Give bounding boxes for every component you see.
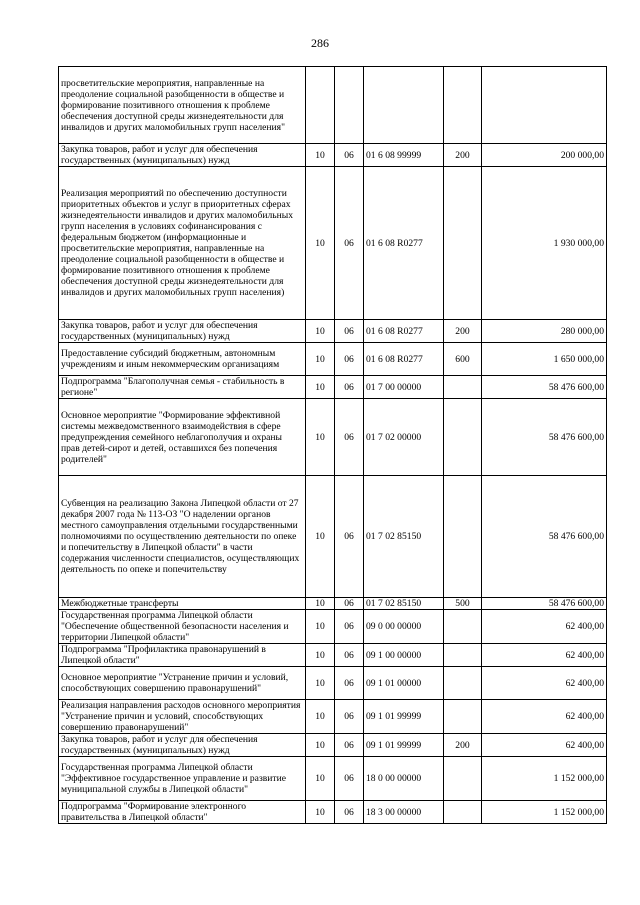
- target-article-code: 09 1 00 00000: [364, 644, 444, 667]
- expense-type-code: [444, 610, 482, 644]
- subsection-code: 06: [335, 598, 364, 610]
- expense-type-code: [444, 476, 482, 598]
- amount: [482, 67, 607, 144]
- target-article-code: 01 6 08 R0277: [364, 343, 444, 376]
- amount: 200 000,00: [482, 144, 607, 167]
- table-row: [59, 376, 607, 399]
- row-name: Основное мероприятие "Формирование эффективной системы межведомственного взаимодействия в сфере предупреждения семейного неблагополучия и охраны прав детей-сирот и детей, оставшихся без попечения родителей": [59, 399, 306, 476]
- expense-type-code: [444, 757, 482, 801]
- target-article-code: 18 3 00 00000: [364, 801, 444, 824]
- row-name: Предоставление субсидий бюджетным, автономным учреждениям и иным некоммерческим организациям: [59, 343, 306, 376]
- table-row: [59, 476, 607, 598]
- amount: 1 152 000,00: [482, 757, 607, 801]
- expense-type-code: [444, 700, 482, 734]
- table-row: [59, 67, 607, 144]
- subsection-code: 06: [335, 167, 364, 320]
- subsection-code: 06: [335, 144, 364, 167]
- table-row: [59, 399, 607, 476]
- row-name: Субвенция на реализацию Закона Липецкой области от 27 декабря 2007 года № 113-ОЗ "О наделении органов местного самоуправления отдельными государственными полномочиями по осуществлению деятельности по опеке и попечительству в Липецкой области" в части содержания численности специалистов, осуществляющих деятельность по опеке и попечительству: [59, 476, 306, 598]
- subsection-code: 06: [335, 320, 364, 343]
- row-name: Подпрограмма "Профилактика правонарушений в Липецкой области": [59, 644, 306, 667]
- table-row: [59, 343, 607, 376]
- subsection-code: 06: [335, 734, 364, 757]
- section-code: 10: [306, 700, 335, 734]
- target-article-code: 01 7 02 85150: [364, 476, 444, 598]
- expense-type-code: [444, 167, 482, 320]
- subsection-code: 06: [335, 343, 364, 376]
- table-row: [59, 734, 607, 757]
- amount: 62 400,00: [482, 734, 607, 757]
- row-name: просветительские мероприятия, направленные на преодоление социальной разобщенности в обществе и формирование позитивного отношения к проблеме обеспечения доступной среды жизнедеятельности для инвалидов и других маломобильных групп населения": [59, 67, 306, 144]
- table-row: [59, 610, 607, 644]
- table-row: [59, 167, 607, 320]
- target-article-code: 01 6 08 99999: [364, 144, 444, 167]
- row-name: Межбюджетные трансферты: [59, 598, 306, 610]
- section-code: 10: [306, 610, 335, 644]
- row-name: Подпрограмма "Формирование электронного правительства в Липецкой области": [59, 801, 306, 824]
- amount: 62 400,00: [482, 667, 607, 700]
- expense-type-code: [444, 399, 482, 476]
- table-row: [59, 144, 607, 167]
- target-article-code: 09 1 01 99999: [364, 734, 444, 757]
- target-article-code: [364, 67, 444, 144]
- amount: 1 930 000,00: [482, 167, 607, 320]
- expense-type-code: [444, 376, 482, 399]
- target-article-code: 01 7 02 00000: [364, 399, 444, 476]
- target-article-code: 09 1 01 00000: [364, 667, 444, 700]
- subsection-code: 06: [335, 757, 364, 801]
- table-row: [59, 320, 607, 343]
- target-article-code: 01 7 00 00000: [364, 376, 444, 399]
- expense-type-code: 200: [444, 320, 482, 343]
- section-code: 10: [306, 144, 335, 167]
- row-name: Закупка товаров, работ и услуг для обеспечения государственных (муниципальных) нужд: [59, 144, 306, 167]
- table-row: [59, 598, 607, 610]
- section-code: 10: [306, 598, 335, 610]
- section-code: 10: [306, 801, 335, 824]
- section-code: 10: [306, 343, 335, 376]
- expense-type-code: [444, 667, 482, 700]
- section-code: 10: [306, 476, 335, 598]
- section-code: 10: [306, 320, 335, 343]
- expense-type-code: 200: [444, 144, 482, 167]
- table-row: [59, 801, 607, 824]
- budget-table-body: [59, 67, 607, 824]
- amount: 62 400,00: [482, 644, 607, 667]
- section-code: 10: [306, 376, 335, 399]
- subsection-code: 06: [335, 644, 364, 667]
- target-article-code: 18 0 00 00000: [364, 757, 444, 801]
- row-name: Основное мероприятие "Устранение причин и условий, способствующих совершению правонарушений": [59, 667, 306, 700]
- section-code: [306, 67, 335, 144]
- expense-type-code: [444, 801, 482, 824]
- table-row: [59, 700, 607, 734]
- subsection-code: 06: [335, 399, 364, 476]
- table-row: [59, 667, 607, 700]
- section-code: 10: [306, 644, 335, 667]
- row-name: Закупка товаров, работ и услуг для обеспечения государственных (муниципальных) нужд: [59, 734, 306, 757]
- amount: 58 476 600,00: [482, 476, 607, 598]
- row-name: Государственная программа Липецкой области "Эффективное государственное управление и развитие муниципальной службы в Липецкой области": [59, 757, 306, 801]
- subsection-code: 06: [335, 801, 364, 824]
- amount: 1 152 000,00: [482, 801, 607, 824]
- target-article-code: 01 6 08 R0277: [364, 167, 444, 320]
- row-name: Реализация мероприятий по обеспечению доступности приоритетных объектов и услуг в приоритетных сферах жизнедеятельности инвалидов и других маломобильных групп населения в условиях софинансирования с федеральным бюджетом (информационные и просветительские мероприятия, направленные на преодоление социальной разобщенности в обществе и формирование позитивного отношения к проблеме обеспечения доступной среды жизнедеятельности для инвалидов и других маломобильных групп населения): [59, 167, 306, 320]
- amount: 58 476 600,00: [482, 598, 607, 610]
- expense-type-code: 500: [444, 598, 482, 610]
- row-name: Подпрограмма "Благополучная семья - стабильность в регионе": [59, 376, 306, 399]
- budget-table: [58, 66, 607, 824]
- expense-type-code: 200: [444, 734, 482, 757]
- amount: 62 400,00: [482, 700, 607, 734]
- table-row: [59, 757, 607, 801]
- table-row: [59, 644, 607, 667]
- amount: 280 000,00: [482, 320, 607, 343]
- target-article-code: 01 6 08 R0277: [364, 320, 444, 343]
- section-code: 10: [306, 757, 335, 801]
- subsection-code: 06: [335, 476, 364, 598]
- expense-type-code: [444, 644, 482, 667]
- target-article-code: 01 7 02 85150: [364, 598, 444, 610]
- expense-type-code: [444, 67, 482, 144]
- target-article-code: 09 1 01 99999: [364, 700, 444, 734]
- subsection-code: 06: [335, 610, 364, 644]
- amount: 58 476 600,00: [482, 399, 607, 476]
- row-name: Реализация направления расходов основного мероприятия "Устранение причин и условий, способствующих совершению правонарушений": [59, 700, 306, 734]
- subsection-code: 06: [335, 700, 364, 734]
- section-code: 10: [306, 399, 335, 476]
- row-name: Государственная программа Липецкой области "Обеспечение общественной безопасности населения и территории Липецкой области": [59, 610, 306, 644]
- page-number: 286: [311, 36, 329, 50]
- amount: 62 400,00: [482, 610, 607, 644]
- row-name: Закупка товаров, работ и услуг для обеспечения государственных (муниципальных) нужд: [59, 320, 306, 343]
- subsection-code: [335, 67, 364, 144]
- subsection-code: 06: [335, 667, 364, 700]
- amount: 58 476 600,00: [482, 376, 607, 399]
- subsection-code: 06: [335, 376, 364, 399]
- section-code: 10: [306, 734, 335, 757]
- target-article-code: 09 0 00 00000: [364, 610, 444, 644]
- amount: 1 650 000,00: [482, 343, 607, 376]
- section-code: 10: [306, 667, 335, 700]
- expense-type-code: 600: [444, 343, 482, 376]
- section-code: 10: [306, 167, 335, 320]
